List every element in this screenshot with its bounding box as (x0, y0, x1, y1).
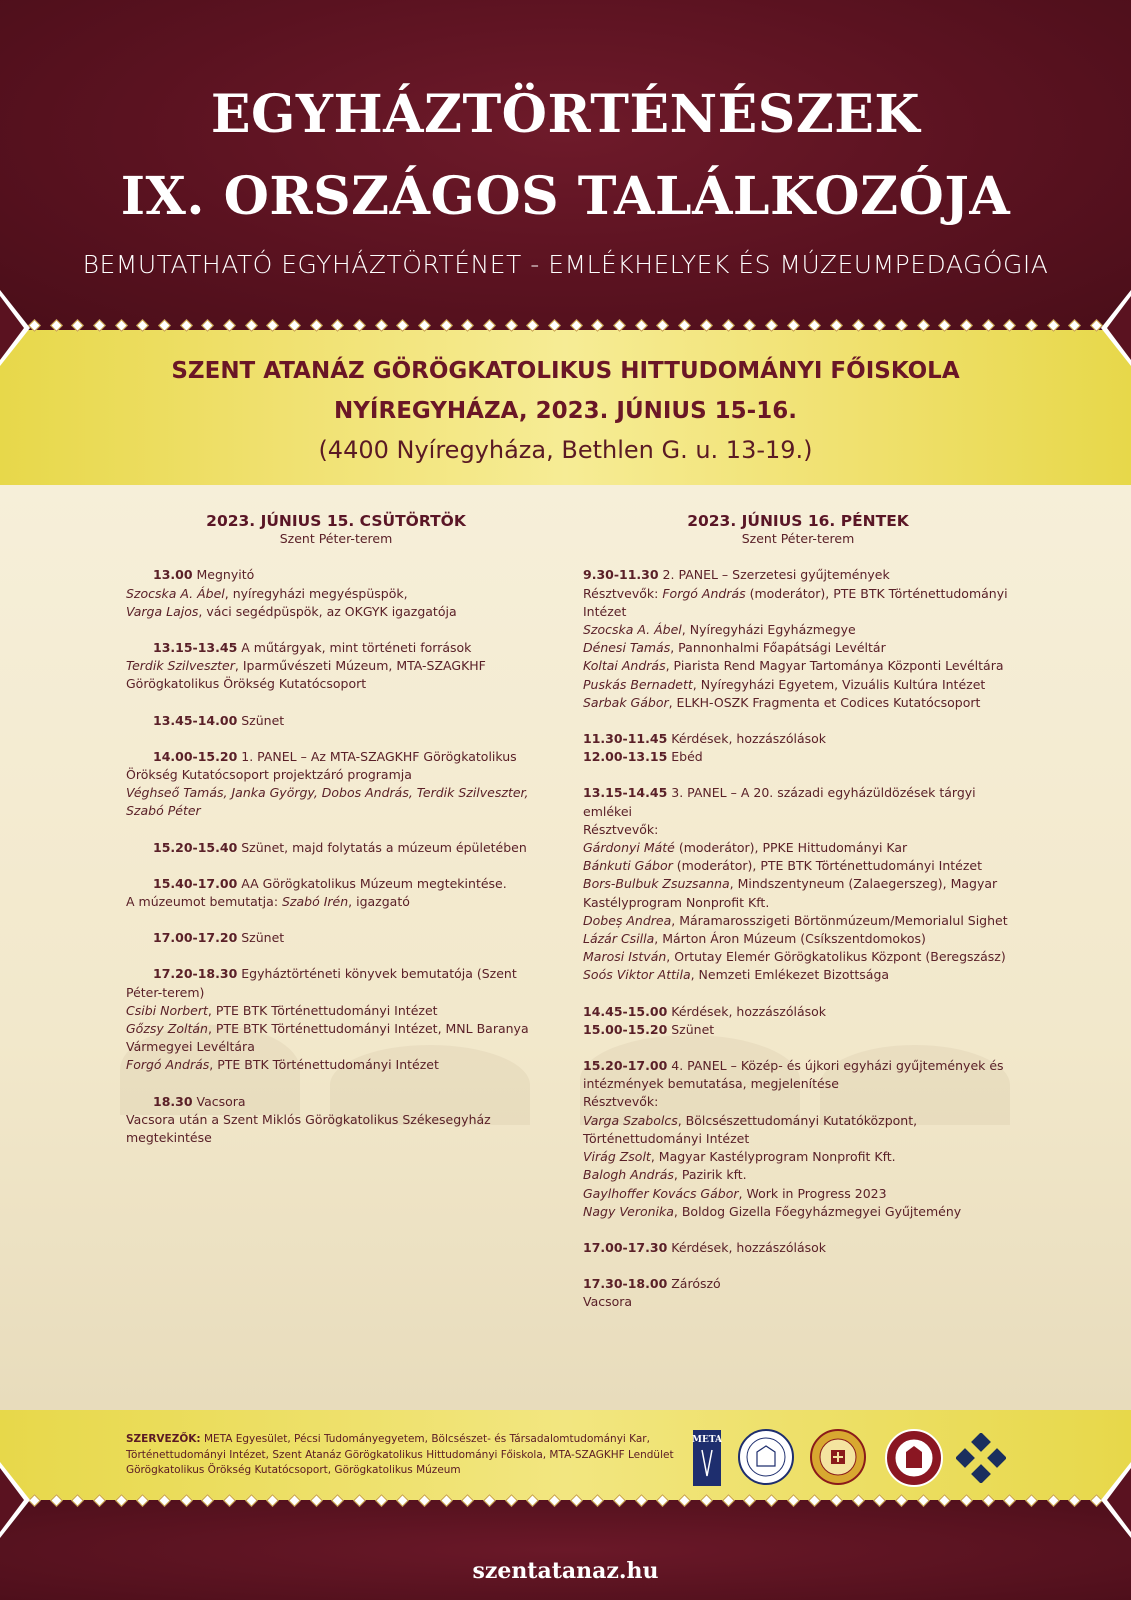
item-title: Megnyitó (192, 567, 255, 583)
speaker-affiliation: , Nyíregyházi Egyetem, Vizuális Kultúra Intézet (692, 676, 986, 692)
speaker-name: Bors-Bulbuk Zsuzsanna (583, 876, 730, 892)
speaker-affiliation: , PTE BTK Történettudományi Intézet (209, 1057, 439, 1073)
speaker-name: Lázár Csilla (583, 931, 655, 947)
speaker-affiliation: , Magyar Kastélyprogram Nonprofit Kft. (650, 1149, 896, 1165)
item-title: Kérdések, hozzászólások (667, 1003, 827, 1019)
speaker-names: Véghseő Tamás, Janka György, Dobos András, Terdik Szilveszter, Szabó Péter (126, 785, 529, 819)
speaker-name: Puskás Bernadett (583, 676, 693, 692)
diamond-border-top (30, 318, 1101, 332)
speaker-affiliation: (moderátor), PPKE Hittudományi Kar (674, 840, 908, 856)
item-time: 15.00-15.20 (583, 1021, 668, 1037)
item-title: Szünet, majd folytatás a múzeum épületében (237, 839, 527, 855)
day2-title: 2023. JÚNIUS 16. PÉNTEK (687, 512, 909, 530)
speaker-name: Csibi Norbert (126, 1002, 208, 1018)
title-line-2: IX. ORSZÁGOS TALÁLKOZÓJA (120, 166, 1011, 227)
day1-title: 2023. JÚNIUS 15. CSÜTÖRTÖK (206, 512, 466, 530)
speaker-affiliation: , Márton Áron Múzeum (Csíkszentdomokos) (654, 931, 926, 947)
item-time: 13.15-13.45 (153, 640, 238, 656)
speaker-name: Varga Lajos (126, 603, 199, 619)
speaker-affiliation: , Piarista Rend Magyar Tartománya Központi Levéltára (665, 658, 1004, 674)
day1-column (126, 512, 546, 1165)
speaker-affiliation: (moderátor), PTE BTK Történettudományi Intézet (583, 585, 1008, 619)
day2-column (583, 512, 1013, 1330)
day1-item-museum (126, 875, 546, 911)
speaker-affiliation: , váci segédpüspök, az OKGYK igazgatója (198, 603, 457, 619)
day1-item-opening (126, 566, 546, 621)
subtitle: BEMUTATHATÓ EGYHÁZTÖRTÉNET - EMLÉKHELYEK ÉS MÚZEUMPEDAGÓGIA (82, 250, 1049, 279)
speaker-name: Terdik Szilveszter (126, 658, 235, 674)
speaker-name: Varga Szabolcs (583, 1112, 678, 1128)
speaker-affiliation: , Bölcsészettudományi Kutatóközpont, Történettudományi Intézet (583, 1112, 918, 1146)
item-time: 14.45-15.00 (583, 1003, 668, 1019)
item-time: 17.00-17.30 (583, 1239, 668, 1255)
item-time: 18.30 (153, 1093, 193, 1109)
meta-logo (692, 1428, 722, 1488)
speaker-name: Szabó Irén (282, 894, 349, 910)
speaker-affiliation: , Nemzeti Emlékezet Bizottsága (690, 967, 890, 983)
item-time: 17.20-18.30 (153, 966, 238, 982)
ornament-right-bottom-inner (1107, 1468, 1131, 1532)
speaker-name: Nagy Veronika (583, 1203, 674, 1219)
speaker-affiliation: , Pannonhalmi Főapátsági Levéltár (670, 640, 886, 656)
speaker-name: Balogh András (583, 1167, 674, 1183)
item-time: 15.20-17.00 (583, 1058, 668, 1074)
venue-place-date: NYÍREGYHÁZA, 2023. JÚNIUS 15-16. (334, 398, 797, 424)
day2-item-questions-lunch (583, 730, 1013, 766)
speaker-name: Dobeș Andrea (583, 912, 672, 928)
organizers-text (126, 1432, 686, 1479)
item-title: Szünet (667, 1021, 715, 1037)
cross-logo (956, 1428, 1006, 1488)
item-title: Szünet (237, 712, 285, 728)
speaker-name: Virág Zsolt (583, 1149, 651, 1165)
day1-item-break1 (126, 712, 546, 730)
speaker-name: Dénesi Tamás (583, 640, 671, 656)
item-title: Kérdések, hozzászólások (667, 1239, 827, 1255)
participants-label: Résztvevők: (583, 585, 663, 601)
speaker-affiliation: , Ortutay Elemér Görögkatolikus Központ (Beregszász) (666, 949, 1006, 965)
speaker-affiliation: , igazgató (348, 894, 410, 910)
speaker-name: Gőzsy Zoltán (126, 1021, 208, 1037)
item-title: AA Görögkatolikus Múzeum megtekintése. (237, 875, 507, 891)
speaker-affiliation: , Pazirik kft. (673, 1167, 747, 1183)
day1-item-dinner (126, 1093, 546, 1148)
item-time: 15.20-15.40 (153, 839, 238, 855)
speaker-affiliation: , nyíregyházi megyéspüspök, (224, 585, 408, 601)
item-title: Ebéd (667, 749, 703, 765)
day1-room: Szent Péter-terem (279, 531, 393, 547)
speaker-affiliation: , Boldog Gizella Főegyházmegyei Gyűjtemény (673, 1203, 962, 1219)
item-time: 11.30-11.45 (583, 731, 668, 747)
speaker-affiliation: , Mindszentyneum (Zalaegerszeg), Magyar Kastélyprogram Nonprofit Kft. (583, 876, 998, 910)
speaker-name: Szocska A. Ábel (126, 585, 225, 601)
speaker-affiliation: , Nyíregyházi Egyházmegye (681, 622, 856, 638)
museum-seal-logo (884, 1428, 944, 1488)
item-time: 9.30-11.30 (583, 567, 659, 583)
item-title: Egyháztörténeti könyvek bemutatója (Szent Péter-terem) (126, 966, 517, 1000)
item-title: 3. PANEL – A 20. századi egyházüldözések tárgyi emlékei (583, 785, 976, 819)
day1-item-books (126, 965, 546, 1074)
item-title: A műtárgyak, mint történeti források (237, 640, 472, 656)
ornament-right-top-inner (1107, 296, 1131, 360)
venue-address: (4400 Nyíregyháza, Bethlen G. u. 13-19.) (318, 436, 813, 464)
participants-label: Résztvevők: (583, 821, 659, 837)
day2-item-closing (583, 1275, 1013, 1311)
participants-label: Résztvevők: (583, 1094, 659, 1110)
speaker-affiliation: , PTE BTK Történettudományi Intézet (207, 1002, 438, 1018)
day1-item-panel1 (126, 748, 546, 821)
university-seal-logo (737, 1428, 795, 1488)
day2-item-panel2 (583, 566, 1013, 712)
speaker-name: Szocska A. Ábel (583, 622, 682, 638)
speaker-affiliation: , Work in Progress 2023 (738, 1185, 887, 1201)
speaker-name: Gárdonyi Máté (583, 840, 675, 856)
item-time: 13.15-14.45 (583, 785, 668, 801)
speaker-name: Koltai András (583, 658, 666, 674)
item-detail: Vacsora után a Szent Miklós Görögkatolikus Székesegyház megtekintése (126, 1111, 491, 1146)
item-time: 13.00 (153, 567, 193, 583)
day2-item-questions-break (583, 1003, 1013, 1039)
speaker-name: Sarbak Gábor (583, 694, 669, 710)
item-title: Zárószó (667, 1276, 721, 1292)
diamond-border-bottom (30, 1493, 1101, 1507)
organizers-list: META Egyesület, Pécsi Tudományegyetem, Bölcsészet- és Társadalomtudományi Kar, Történettudományi Intézet, Szent Atanáz Görögkatolikus Hittudományi Főiskola, MTA-SZAGKHF Lendület Görögkatolikus Örökség Kutatócsoport, Görögkatolikus Múzeum (126, 1433, 674, 1476)
item-title: Vacsora (192, 1093, 246, 1109)
day2-item-panel3 (583, 784, 1013, 984)
day2-item-questions (583, 1239, 1013, 1257)
item-detail: A múzeumot bemutatja: (126, 894, 282, 910)
day1-item-break3 (126, 929, 546, 947)
day1-item-lecture (126, 639, 546, 694)
speaker-affiliation: , Iparművészeti Múzeum, MTA-SZAGKHF Görögkatolikus Örökség Kutatócsoport (126, 658, 486, 692)
ornament-left-top-inner (0, 296, 24, 360)
day2-room: Szent Péter-terem (741, 531, 855, 547)
meta-logo-text: META (692, 1435, 722, 1445)
item-time: 15.40-17.00 (153, 875, 238, 891)
speaker-affiliation: , ELKH-OSZK Fragmenta et Codices Kutatócsoport (668, 694, 981, 710)
speaker-affiliation: (moderátor), PTE BTK Történettudományi Intézet (672, 858, 983, 874)
ornament-left-bottom-inner (0, 1468, 24, 1532)
college-seal-logo (809, 1428, 867, 1488)
venue-name: SZENT ATANÁZ GÖRÖGKATOLIKUS HITTUDOMÁNYI FŐISKOLA (171, 358, 960, 384)
speaker-name: Marosi István (583, 949, 667, 965)
header-banner (0, 0, 1131, 330)
item-title: Szünet (237, 930, 285, 946)
speaker-name: Soós Viktor Attila (583, 967, 691, 983)
title-line-1: EGYHÁZTÖRTÉNÉSZEK (210, 84, 921, 145)
item-time: 13.45-14.00 (153, 712, 238, 728)
day1-item-break2 (126, 839, 546, 857)
footer-banner (0, 1500, 1131, 1600)
item-title: 1. PANEL – Az MTA-SZAGKHF Görögkatolikus Örökség Kutatócsoport projektzáró programja (126, 748, 517, 783)
day2-item-panel4 (583, 1057, 1013, 1221)
item-time: 14.00-15.20 (153, 748, 238, 764)
speaker-name: Gaylhoffer Kovács Gábor (583, 1185, 739, 1201)
speaker-name: Forgó András (662, 585, 746, 601)
website-link[interactable]: szentatanaz.hu (472, 1558, 659, 1584)
item-detail: Vacsora (583, 1294, 633, 1310)
item-time: 17.30-18.00 (583, 1276, 668, 1292)
item-title: 4. PANEL – Közép- és újkori egyházi gyűjtemények és intézmények bemutatása, megjelenítése (583, 1058, 1004, 1092)
speaker-name: Bánkuti Gábor (583, 858, 673, 874)
item-title: 2. PANEL – Szerzetesi gyűjtemények (658, 567, 890, 583)
item-title: Kérdések, hozzászólások (667, 731, 827, 747)
item-time: 12.00-13.15 (583, 749, 668, 765)
speaker-name: Forgó András (126, 1057, 210, 1073)
speaker-affiliation: , Máramarosszigeti Börtönmúzeum/Memorialul Sighet (671, 912, 1008, 928)
item-time: 17.00-17.20 (153, 930, 238, 946)
organizers-label: SZERVEZŐK: (126, 1433, 201, 1445)
speaker-affiliation: , PTE BTK Történettudományi Intézet, MNL Baranya Vármegyei Levéltára (126, 1021, 529, 1055)
